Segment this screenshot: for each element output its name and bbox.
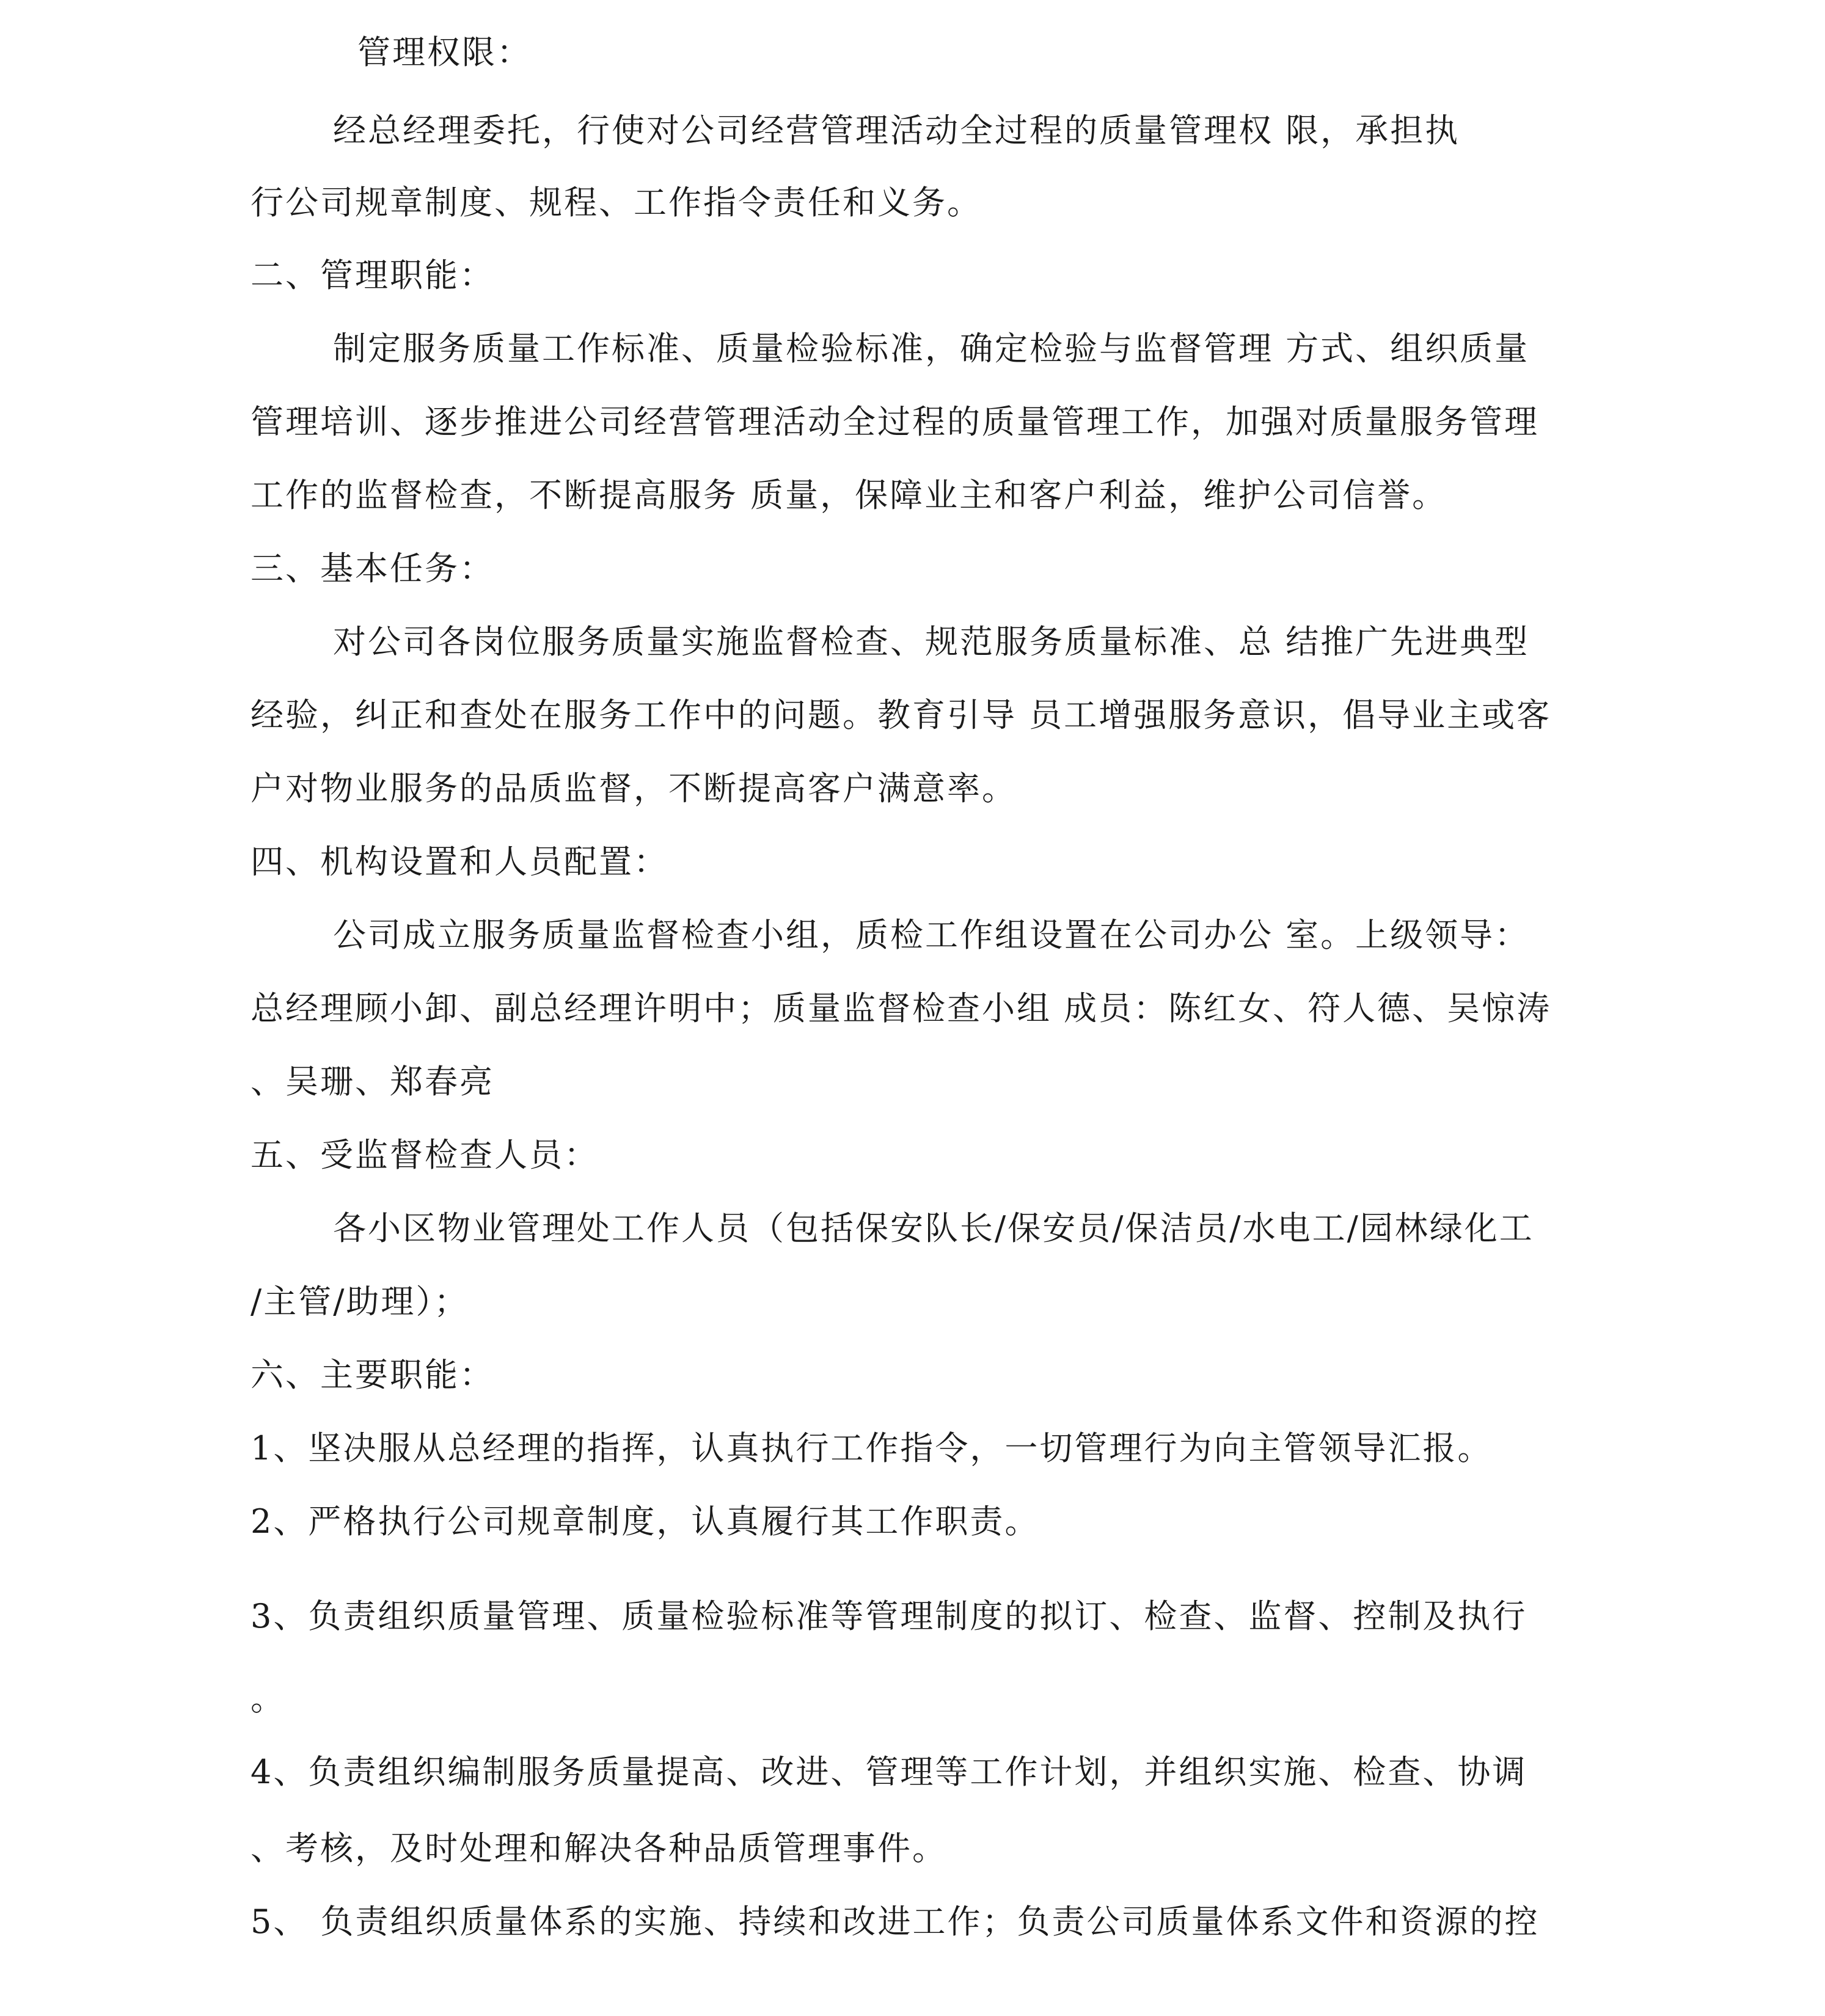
section-heading-functions: 二、管理职能：: [251, 256, 494, 294]
list-item: 2、严格执行公司规章制度，认真履行其工作职责。: [251, 1502, 1040, 1541]
paragraph-line: 行公司规章制度、规程、工作指令责任和义务。: [251, 183, 982, 222]
paragraph-line: 经总经理委托，行使对公司经营管理活动全过程的质量管理权 限，承担执: [333, 111, 1460, 150]
paragraph-line: 管理培训、逐步推进公司经营管理活动全过程的质量管理工作，加强对质量服务管理: [251, 403, 1539, 441]
list-item: 1、坚决服从总经理的指挥，认真执行工作指令，一切管理行为向主管领导汇报。: [251, 1429, 1493, 1467]
paragraph-line: 公司成立服务质量监督检查小组，质检工作组设置在公司办公 室。上级领导：: [333, 916, 1530, 954]
paragraph-line: 制定服务质量工作标准、质量检验标准，确定检验与监督管理 方式、组织质量: [333, 329, 1530, 368]
paragraph-line: 工作的监督检查，不断提高服务 质量，保障业主和客户利益，维护公司信誉。: [251, 476, 1447, 514]
paragraph-line: 总经理顾小卸、副总经理许明中；质量监督检查小组 成员：陈红女、符人德、吴惊涛: [251, 989, 1552, 1028]
section-heading-tasks: 三、基本任务：: [251, 549, 494, 588]
paragraph-line: 户对物业服务的品质监督，不断提高客户满意率。: [251, 769, 1017, 808]
section-heading-inspected-staff: 五、受监督检查人员：: [251, 1136, 599, 1174]
list-item: 5、 负责组织质量体系的实施、持续和改进工作；负责公司质量体系文件和资源的控: [251, 1902, 1540, 1941]
paragraph-line: /主管/助理）；: [251, 1282, 469, 1321]
paragraph-line: 各小区物业管理处工作人员（包括保安队长/保安员/保洁员/水电工/园林绿化工: [333, 1209, 1534, 1247]
paragraph-line: 经验，纠正和查处在服务工作中的问题。教育引导 员工增强服务意识，倡导业主或客: [251, 696, 1552, 734]
section-heading-organization: 四、机构设置和人员配置：: [251, 842, 668, 881]
list-item: 4、负责组织编制服务质量提高、改进、管理等工作计划，并组织实施、检查、协调: [251, 1753, 1527, 1791]
paragraph-line: 对公司各岗位服务质量实施监督检查、规范服务质量标准、总 结推广先进典型: [333, 623, 1530, 661]
section-heading-main-functions: 六、主要职能：: [251, 1356, 494, 1394]
list-item-continuation: 、考核，及时处理和解决各种品质管理事件。: [251, 1829, 947, 1868]
list-item: 3、负责组织质量管理、质量检验标准等管理制度的拟订、检查、监督、控制及执行: [251, 1597, 1527, 1635]
paragraph-line: 、吴珊、郑春亮: [251, 1062, 494, 1101]
list-item-continuation: 。: [251, 1679, 285, 1718]
section-heading-authority: 管理权限：: [357, 33, 532, 71]
